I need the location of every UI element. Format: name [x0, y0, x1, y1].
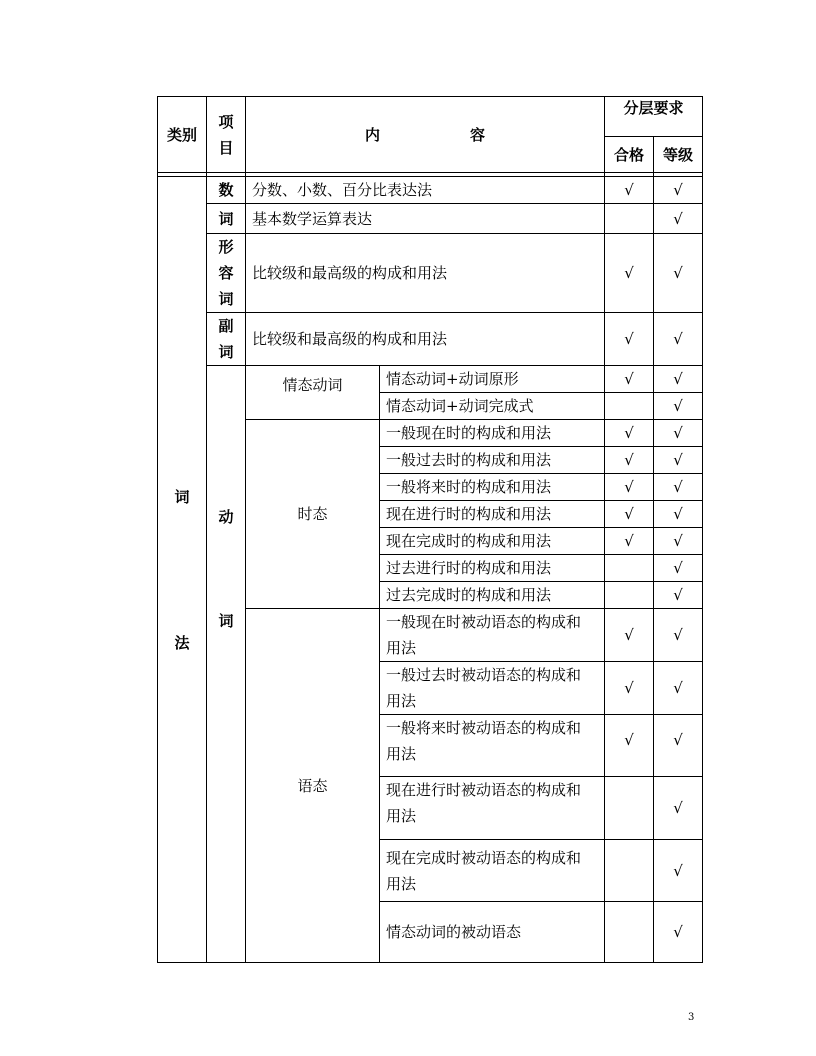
category-char2: 法: [174, 633, 190, 652]
item-adverb-char1: 副: [218, 317, 234, 335]
voice-content: [380, 840, 605, 902]
voice-content-line1: 一般将来时被动语态的构成和: [386, 719, 582, 737]
voice-grade: √: [654, 777, 703, 840]
header-content: [246, 97, 605, 173]
voice-pass: [605, 777, 654, 840]
item-adjective-char2: 容: [218, 264, 234, 282]
item-adjective-char3: 词: [218, 290, 234, 308]
tense-pass: √: [605, 501, 654, 528]
adjective-grade: √: [654, 234, 703, 313]
item-verb-char1: 动: [218, 508, 234, 526]
voice-pass: [605, 902, 654, 963]
tense-content: 过去完成时的构成和用法: [380, 582, 605, 609]
header-item: [207, 97, 246, 173]
numeral-content: 基本数学运算表达: [246, 204, 605, 234]
voice-pass: √: [605, 715, 654, 777]
voice-label: 语态: [246, 609, 380, 963]
tense-content: 现在进行时的构成和用法: [380, 501, 605, 528]
header-pass: 合格: [605, 137, 654, 173]
header-content-char1: 内: [364, 125, 380, 144]
item-adverb-char2: 词: [218, 343, 234, 361]
modal-content: 情态动词+动词完成式: [380, 393, 605, 420]
header-grade: 等级: [654, 137, 703, 173]
voice-pass: √: [605, 662, 654, 715]
tense-grade: √: [654, 474, 703, 501]
voice-content: [380, 609, 605, 662]
item-verb-char2: 词: [218, 612, 234, 630]
modal-pass: √: [605, 366, 654, 393]
tense-grade: √: [654, 447, 703, 474]
category-cell: [158, 177, 207, 963]
voice-grade: √: [654, 715, 703, 777]
adjective-pass: √: [605, 234, 654, 313]
voice-content-line2: 用法: [386, 692, 417, 710]
modal-pass: [605, 393, 654, 420]
header-level-requirements: 分层要求: [605, 97, 703, 137]
voice-grade: √: [654, 662, 703, 715]
voice-content-line1: 一般现在时被动语态的构成和: [386, 613, 582, 631]
tense-content: 现在完成时的构成和用法: [380, 528, 605, 555]
voice-content: [380, 662, 605, 715]
tense-pass: [605, 582, 654, 609]
adverb-pass: √: [605, 313, 654, 366]
tense-grade: √: [654, 528, 703, 555]
numeral-pass: √: [605, 177, 654, 204]
tense-grade: √: [654, 582, 703, 609]
grammar-requirements-table: [157, 96, 703, 963]
modal-label: 情态动词: [246, 366, 380, 420]
voice-content-line1: 一般过去时被动语态的构成和: [386, 666, 582, 684]
tense-pass: [605, 555, 654, 582]
adverb-content: 比较级和最高级的构成和用法: [246, 313, 605, 366]
voice-content: [380, 715, 605, 777]
voice-content-line1: 现在进行时被动语态的构成和: [386, 781, 582, 799]
modal-grade: √: [654, 366, 703, 393]
numeral-content: 分数、小数、百分比表达法: [246, 177, 605, 204]
item-numeral-char2: 词: [207, 204, 246, 234]
header-content-char2: 容: [470, 125, 486, 144]
voice-content: [380, 777, 605, 840]
item-adjective-char1: 形: [218, 238, 234, 256]
adverb-grade: √: [654, 313, 703, 366]
voice-grade: √: [654, 902, 703, 963]
item-verb: [207, 366, 246, 963]
voice-grade: √: [654, 840, 703, 902]
voice-content: 情态动词的被动语态: [380, 902, 605, 963]
voice-grade: √: [654, 609, 703, 662]
header-category: 类别: [158, 97, 207, 173]
voice-content-line2: 用法: [386, 807, 417, 825]
tense-grade: √: [654, 420, 703, 447]
tense-content: 一般过去时的构成和用法: [380, 447, 605, 474]
tense-grade: √: [654, 555, 703, 582]
item-adjective: [207, 234, 246, 313]
adjective-content: 比较级和最高级的构成和用法: [246, 234, 605, 313]
header-item-char1: 项: [218, 112, 234, 131]
tense-grade: √: [654, 501, 703, 528]
tense-content: 一般将来时的构成和用法: [380, 474, 605, 501]
voice-content-line1: 现在完成时被动语态的构成和: [386, 848, 582, 867]
numeral-grade: √: [654, 204, 703, 234]
voice-content-line2: 用法: [386, 874, 417, 893]
tense-content: 过去进行时的构成和用法: [380, 555, 605, 582]
modal-grade: √: [654, 393, 703, 420]
numeral-pass: [605, 204, 654, 234]
voice-content-line2: 用法: [386, 639, 417, 657]
category-char1: 词: [174, 487, 190, 506]
tense-pass: √: [605, 447, 654, 474]
modal-content: 情态动词+动词原形: [380, 366, 605, 393]
numeral-grade: √: [654, 177, 703, 204]
tense-content: 一般现在时的构成和用法: [380, 420, 605, 447]
voice-content-line2: 用法: [386, 745, 417, 763]
voice-pass: √: [605, 609, 654, 662]
page-number: 3: [688, 1012, 695, 1023]
tense-pass: √: [605, 474, 654, 501]
voice-pass: [605, 840, 654, 902]
item-numeral-char1: 数: [207, 177, 246, 204]
tense-label: 时态: [246, 420, 380, 609]
tense-pass: √: [605, 528, 654, 555]
header-item-char2: 目: [218, 138, 234, 157]
item-adverb: [207, 313, 246, 366]
tense-pass: √: [605, 420, 654, 447]
